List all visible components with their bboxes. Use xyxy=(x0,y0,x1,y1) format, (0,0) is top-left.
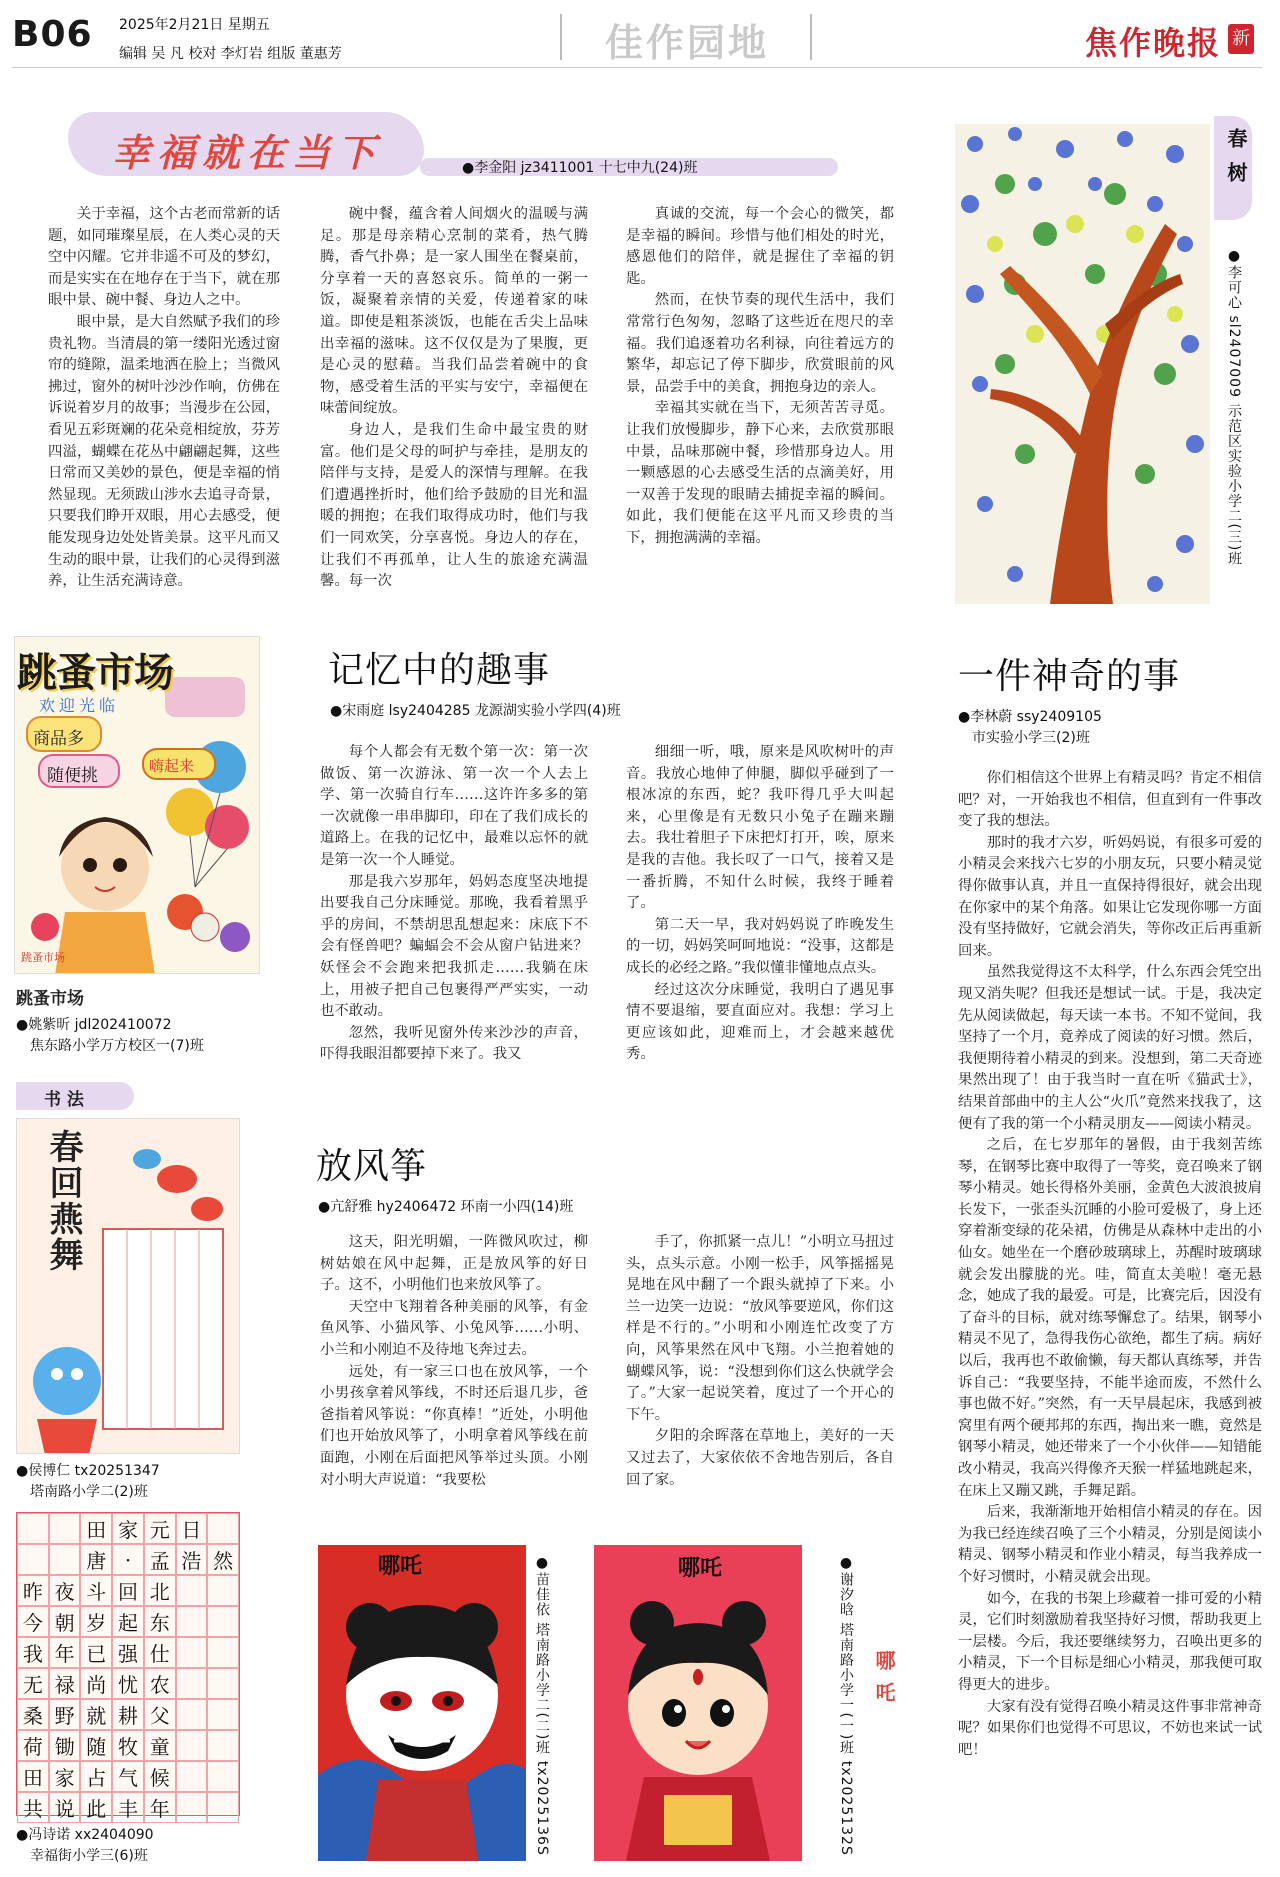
poem-cell: 牧 xyxy=(112,1730,144,1761)
nezha1-credit: ●苗佳依 塔南路小学二(二)班 tx2025136S xyxy=(534,1555,550,1856)
header-rule-right xyxy=(810,14,812,60)
poem-cell: 丰 xyxy=(112,1792,144,1823)
poem-cell: 日 xyxy=(176,1513,208,1544)
paragraph: 经过这次分床睡觉，我明白了遇见事情不要退缩，要直面应对。我想：学习上更应该如此，迎难而上，才会越来越优秀。 xyxy=(626,981,894,1063)
staff-line: 编辑 吴 凡 校对 李灯岩 组版 董惠芳 xyxy=(119,46,342,62)
article3-byline: ●亢舒雅 hy2406472 环南一小四(14)班 xyxy=(318,1199,574,1215)
poem-cell: 禄 xyxy=(49,1668,81,1699)
paragraph: 幸福其实就在当下，无须苦苦寻觅。让我们放慢脚步，静下心来，去欣赏那眼中景，品味那碗中餐，珍惜那身边人。用一颗感恩的心去感受生活的点滴美好，用一双善于发现的眼睛去捕捉幸福的瞬间。如此，我们便能在这平凡而又珍贵的当下，拥抱满满的幸福。 xyxy=(626,400,894,546)
paragraph: 那时的我才六岁，听妈妈说，有很多可爱的小精灵会来找六七岁的小朋友玩，只要小精灵觉得你做事认真，并且一直保持得很好，就会出现在你家中的某个角落。如果让它发现你哪一方面没有坚持做好，它就会消失，等你改正后再重新回来。 xyxy=(958,834,1262,959)
poem-cell: 野 xyxy=(49,1699,81,1730)
poem-cell xyxy=(49,1513,81,1544)
nezha-painting-1 xyxy=(318,1545,526,1861)
poem-cell: 无 xyxy=(17,1668,49,1699)
poem-cell xyxy=(176,1606,208,1637)
section-title: 佳作园地 xyxy=(605,21,770,65)
article4-byline-1: ●李林蔚 ssy2409105 xyxy=(958,709,1102,725)
nezha2-credit: ●谢汐晗 塔南路小学一(一)班 tx2025132S xyxy=(838,1555,854,1856)
calligraphy-artwork xyxy=(16,1118,240,1454)
article1-col1 xyxy=(48,204,280,592)
poem-cell: 年 xyxy=(49,1637,81,1668)
poem-cell: 强 xyxy=(112,1637,144,1668)
poem-cell xyxy=(207,1730,239,1761)
poem-cell: 此 xyxy=(80,1792,112,1823)
article4-byline-2: 市实验小学三(2)班 xyxy=(972,730,1090,746)
poem-cell: 农 xyxy=(144,1668,176,1699)
paragraph: 眼中景，是大自然赋予我们的珍贵礼物。当清晨的第一缕阳光透过窗帘的缝隙，温柔地洒在脸上；当微风拂过，窗外的树叶沙沙作响，仿佛在诉说着岁月的故事；当漫步在公园，看见五彩斑斓的花朵竞相绽放，芬芳四溢，蝴蝶在花丛中翩翩起舞，这些日常而又美妙的景色，便是幸福的悄然显现。无须跋山涉水去追寻奇景，只要我们睁开双眼，用心去感受，便能发现身边处处皆美景。这平凡而又生动的眼中景，让我们的心灵得到滋养，让生活充满诗意。 xyxy=(48,313,280,590)
poem-cell: 桑 xyxy=(17,1699,49,1730)
poem-cell xyxy=(207,1792,239,1823)
paragraph: 你们相信这个世界上有精灵吗？肯定不相信吧？对，一开始我也不相信，但直到有一件事改变了我的想法。 xyxy=(958,770,1262,830)
poem-cell: 回 xyxy=(112,1575,144,1606)
paragraph: 那是我六岁那年，妈妈态度坚决地提出要我自己分床睡觉。那晚，我看着黑乎乎的房间，不禁胡思乱想起来：床底下不会有怪兽吧？蝙蝠会不会从窗户钻进来？妖怪会不会跑来把我抓走……我躺在床上，用被子把自己包裹得严严实实，一动也不敢动。 xyxy=(320,873,588,1020)
article2-col2 xyxy=(626,742,894,1088)
flea-credit-2: 焦东路小学万方校区一(7)班 xyxy=(30,1038,204,1054)
poem-cell: 北 xyxy=(144,1575,176,1606)
poem-cell xyxy=(176,1792,208,1823)
paragraph: 如今，在我的书架上珍藏着一排可爱的小精灵，它们时刻激励着我坚持好习惯，帮助我更上一层楼。今后，我还要继续努力，召唤出更多的小精灵，下一个目标是细心小精灵，那我便可取得更大的进步。 xyxy=(958,1590,1262,1693)
paragraph: 大家有没有觉得召唤小精灵这件事非常神奇呢？如果你们也觉得不可思议，不妨也来试一试吧！ xyxy=(958,1698,1262,1758)
date-line: 2025年2月21日 星期五 xyxy=(119,17,270,33)
paragraph: 这天，阳光明媚，一阵微风吹过，柳树姑娘在风中起舞，正是放风筝的好日子。这不，小明他们也来放风筝了。 xyxy=(320,1234,588,1294)
page-number: B06 xyxy=(12,14,93,55)
poem-cell: 候 xyxy=(144,1761,176,1792)
poem-cell: 东 xyxy=(144,1606,176,1637)
poem-cell: 然 xyxy=(207,1544,239,1575)
poem-cell xyxy=(176,1668,208,1699)
article4-title: 一件神奇的事 xyxy=(958,656,1181,697)
poem-cell xyxy=(207,1668,239,1699)
paragraph: 身边人，是我们生命中最宝贵的财富。他们是父母的呵护与牵挂，是朋友的陪伴与支持，是爱人的深情与理解。在我们遭遇挫折时，他们给予鼓励的目光和温暖的拥抱；在我们取得成功时，他们与我们一同欢笑，分享喜悦。身边人的存在，让我们不再孤单，让人生的旅途充满温馨。每一次 xyxy=(320,421,588,590)
calligraphy-label: 书 法 xyxy=(44,1090,84,1110)
calligraphy-credit-2: 塔南路小学二(2)班 xyxy=(30,1484,148,1500)
flea-market-painting xyxy=(14,636,260,974)
paragraph: 手了，你抓紧一点儿！”小明立马扭过头，点头示意。小刚一松手，风筝摇摇晃晃地在风中翻了一个跟头就掉了下来。小兰一边笑一边说：“放风筝要逆风，你们这样是不行的。”小明和小刚连忙改变了方向，风筝果然在风中飞翔。小兰抱着她的蝴蝶风筝，说：“没想到你们这么快就学会了。”大家一起说笑着，度过了一个开心的下午。 xyxy=(626,1234,894,1423)
poem-cell: 共 xyxy=(17,1792,49,1823)
nezha2-art-title: 哪吒 xyxy=(678,1556,723,1581)
paragraph: 后来，我渐渐地开始相信小精灵的存在。因为我已经连续召唤了三个小精灵，分别是阅读小精灵、钢琴小精灵和作业小精灵，每当我养成一个好习惯时，小精灵就会出现。 xyxy=(958,1504,1262,1585)
nezha-side-title: 哪吒 xyxy=(872,1650,896,1714)
header-rule-left xyxy=(560,14,562,60)
poem-cell xyxy=(176,1699,208,1730)
poem-cell xyxy=(207,1637,239,1668)
nezha1-art-title: 哪吒 xyxy=(378,1554,423,1579)
poem-credit-1: ●冯诗诺 xx2404090 xyxy=(16,1827,154,1843)
poem-cell: 童 xyxy=(144,1730,176,1761)
paragraph: 虽然我觉得这不太科学，什么东西会凭空出现又消失呢？但我还是想试一试。于是，我决定先从阅读做起，每天读一本书。不知不觉间，我坚持了一个月，竟养成了阅读的好习惯。然后，我便期待着小精灵的到来。没想到，第二天奇迹果然出现了！由于我当时一直在听《猫武士》，结果首部曲中的主人公“火爪”竟然来找我了，这便有了我的第一个小精灵朋友——阅读小精灵。 xyxy=(958,964,1262,1132)
spring-tree-painting xyxy=(955,124,1210,604)
poem-cell: 元 xyxy=(144,1513,176,1544)
paragraph: 每个人都会有无数个第一次：第一次做饭、第一次游泳、第一次一个人去上学、第一次骑自行车……这许许多多的第一次就像一串串脚印，印在了我们成长的道路上。在我的记忆中，最难以忘怀的就是第一次一个人睡觉。 xyxy=(320,744,588,868)
poem-cell: 尚 xyxy=(80,1668,112,1699)
poem-cell: 今 xyxy=(17,1606,49,1637)
poem-cell xyxy=(207,1575,239,1606)
flea-caption: 跳蚤市场 xyxy=(16,989,84,1009)
paragraph: 细细一听，哦，原来是风吹树叶的声音。我放心地伸了伸腿，脚似乎碰到了一根冰凉的东西，蛇？我吓得几乎大叫起来，心里像是有无数只小兔子在蹦来蹦去。我壮着胆子下床把灯打开，唉，原来是我的吉他。我长叹了一口气，接着又是一番折腾，不知什么时候，我终于睡着了。 xyxy=(626,744,894,912)
header-underline xyxy=(12,67,1262,68)
calligraphy-art-title: 春回燕舞 xyxy=(43,1129,83,1273)
poem-cell xyxy=(207,1606,239,1637)
poem-cell: 起 xyxy=(112,1606,144,1637)
flea-credit-1: ●姚紫昕 jdl202410072 xyxy=(16,1017,172,1033)
poem-credit-2: 幸福街小学三(6)班 xyxy=(30,1848,148,1864)
paragraph: 关于幸福，这个古老而常新的话题，如同璀璨星辰，在人类心灵的天空中闪耀。它并非遥不可及的梦幻，而是实实在在地存在于当下，就在那眼中景、碗中餐、身边人之中。 xyxy=(48,206,280,309)
poem-cell xyxy=(207,1513,239,1544)
calligraphy-credit-1: ●侯博仁 tx20251347 xyxy=(16,1463,160,1479)
paragraph: 天空中飞翔着各种美丽的风筝，有金鱼风筝、小猫风筝、小兔风筝……小明、小兰和小刚迫不及待地飞奔过去。 xyxy=(320,1298,588,1358)
paper-tag: 新 xyxy=(1228,24,1254,54)
article2-col1 xyxy=(320,742,588,1088)
poem-cell: 荷 xyxy=(17,1730,49,1761)
flea-art-small: 跳蚤市场 xyxy=(21,951,65,964)
poem-cell: 夜 xyxy=(49,1575,81,1606)
poem-cell: 我 xyxy=(17,1637,49,1668)
poem-cell: 田 xyxy=(17,1761,49,1792)
poem-cell: 仕 xyxy=(144,1637,176,1668)
poem-cell xyxy=(176,1575,208,1606)
poem-cell: 年 xyxy=(144,1792,176,1823)
paragraph: 远处，有一家三口也在放风筝，一个小男孩拿着风筝线，不时还后退几步，爸爸指着风筝说：“你真棒！”近处，小明他们也开始放风筝了，小明拿着风筝线在前面跑，小刚在后面把风筝举过头顶。小刚对小明大声说道：“我要松 xyxy=(320,1363,588,1488)
article2-title: 记忆中的趣事 xyxy=(328,650,551,691)
poem-cell: 已 xyxy=(80,1637,112,1668)
article1-col2 xyxy=(320,204,588,592)
paragraph: 真诚的交流，每一个会心的微笑，都是幸福的瞬间。珍惜与他们相处的时光，感恩他们的陪伴，就是握住了幸福的钥匙。 xyxy=(626,206,894,287)
poem-cell xyxy=(207,1761,239,1792)
article3-col1 xyxy=(320,1232,588,1492)
flea-art-title: 跳蚤市场 xyxy=(17,650,173,696)
poem-cell: 锄 xyxy=(49,1730,81,1761)
poem-cell: 气 xyxy=(112,1761,144,1792)
poem-cell: 占 xyxy=(80,1761,112,1792)
poem-cell: 家 xyxy=(112,1513,144,1544)
flea-art-choose: 随便挑 xyxy=(47,766,98,786)
spring-title: 春树 xyxy=(1224,128,1248,196)
poem-cell xyxy=(176,1637,208,1668)
poem-cell xyxy=(17,1513,49,1544)
spring-credit: ●李可心 sl2407009 示范区实验小学二(三)班 xyxy=(1226,248,1242,567)
paragraph: 然而，在快节奏的现代生活中，我们常常行色匆匆，忽略了这些近在咫尺的幸福。我们追逐着功名利禄，向往着远方的繁华，却忘记了停下脚步，欣赏眼前的风景，品尝手中的美食，拥抱身边的亲人。 xyxy=(626,292,894,395)
article1-byline: ●李金阳 jz3411001 十七中九(24)班 xyxy=(462,160,698,176)
article1-col3 xyxy=(626,204,894,592)
nezha-painting-2 xyxy=(594,1545,802,1861)
poem-cell xyxy=(176,1730,208,1761)
flea-art-goods: 商品多 xyxy=(33,729,84,749)
poem-cell xyxy=(207,1699,239,1730)
paragraph: 碗中餐，蕴含着人间烟火的温暖与满足。那是母亲精心烹制的菜肴，热气腾腾，香气扑鼻；是一家人围坐在餐桌前，分享着一天的喜怒哀乐。简单的一粥一饭，凝聚着亲情的关爱，传递着家的味道。即使是粗茶淡饭，也能在舌尖上品味出幸福的滋味。这不仅仅是为了果腹，更是心灵的慰藉。当我们品尝着碗中的食物，感受着生活的平实与安宁，幸福便在味蕾间绽放。 xyxy=(320,206,588,417)
poem-cell: 随 xyxy=(80,1730,112,1761)
article2-byline: ●宋雨庭 lsy2404285 龙源湖实验小学四(4)班 xyxy=(330,703,621,719)
article1-title: 幸福就在当下 xyxy=(112,130,383,175)
poem-cell: 斗 xyxy=(80,1575,112,1606)
poem-cell: 忧 xyxy=(112,1668,144,1699)
poem-cell: 就 xyxy=(80,1699,112,1730)
poem-cell: 昨 xyxy=(17,1575,49,1606)
poem-cell: 孟 xyxy=(144,1544,176,1575)
flea-art-hype: 嗨起来 xyxy=(149,757,195,775)
poem-cell: · xyxy=(112,1544,144,1575)
poem-cell xyxy=(17,1544,49,1575)
paragraph: 第二天一早，我对妈妈说了昨晚发生的一切，妈妈笑呵呵地说：“没事，这都是成长的必经之路。”我似懂非懂地点点头。 xyxy=(626,916,894,976)
article3-title: 放风筝 xyxy=(316,1146,428,1187)
poem-cell: 朝 xyxy=(49,1606,81,1637)
article3-col2 xyxy=(626,1232,894,1492)
poem-cell: 田 xyxy=(80,1513,112,1544)
poem-cell: 唐 xyxy=(80,1544,112,1575)
poem-cell: 说 xyxy=(49,1792,81,1823)
paragraph: 忽然，我听见窗外传来沙沙的声音，吓得我眼泪都要掉下来了。我又 xyxy=(320,1024,588,1063)
flea-art-welcome: 欢迎光临 xyxy=(39,696,120,715)
poem-grid xyxy=(16,1512,240,1821)
paragraph: 夕阳的余晖落在草地上，美好的一天又过去了，大家依依不舍地告别后，各自回了家。 xyxy=(626,1428,894,1488)
poem-cell xyxy=(176,1761,208,1792)
poem-cell: 父 xyxy=(144,1699,176,1730)
paragraph: 之后，在七岁那年的暑假，由于我刻苦练琴，在钢琴比赛中取得了一等奖，竟召唤来了钢琴小精灵。她长得格外美丽，金黄色大波浪披肩长发下，一张歪头沉睡的小脸可爱极了，身上还穿着渐变绿的花朵裙，仿佛是从森林中走出的小仙女。她坐在一个磨砂玻璃球上，苏醒时玻璃球就会发出朦胧的光。哇，简直太美啦！毫无悬念，她成了我的最爱。可是，比赛完后，因没有了奋斗的目标，就对练琴懈怠了。结果，钢琴小精灵不见了，急得我伤心欲绝，都生了病。病好以后，我再也不敢偷懒，每天都认真练琴，并告诉自己：“我要坚持，不能半途而废，不然什么事也做不好。”突然，有一天早晨起床，我感到被窝里有两个硬邦邦的东西，掏出来一瞧，竟然是钢琴小精灵，她还带来了一个小伙伴——知错能改小精灵，我高兴得像齐天猴一样猛地跳起来，在床上又蹦又跳，手舞足蹈。 xyxy=(958,1137,1262,1499)
poem-cell: 岁 xyxy=(80,1606,112,1637)
poem-cell xyxy=(49,1544,81,1575)
poem-cell: 家 xyxy=(49,1761,81,1792)
paper-name: 焦作晚报 xyxy=(1085,24,1222,62)
poem-cell: 浩 xyxy=(176,1544,208,1575)
article4-body xyxy=(958,768,1262,1868)
poem-cell: 耕 xyxy=(112,1699,144,1730)
